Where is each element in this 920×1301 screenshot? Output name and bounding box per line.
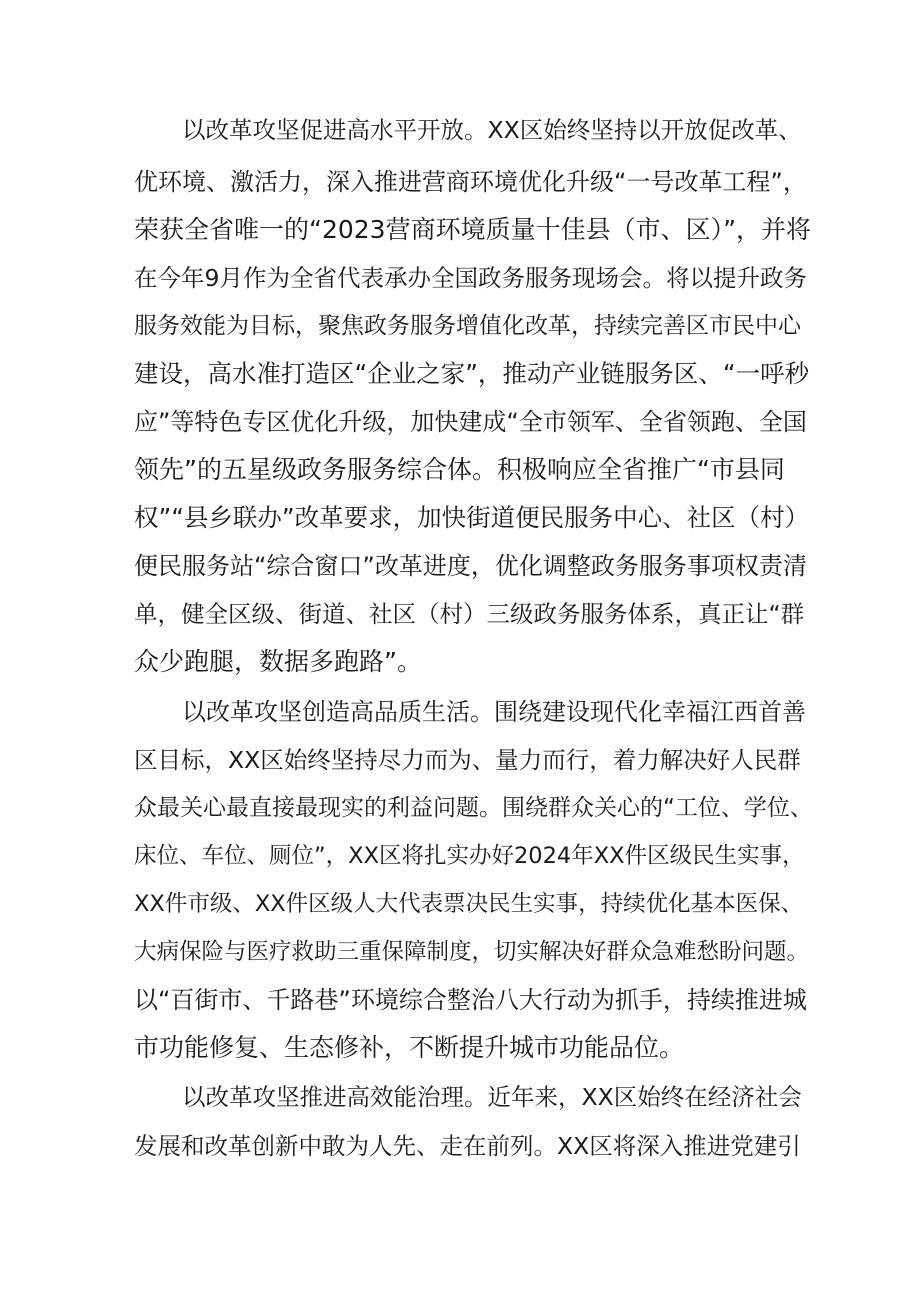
- paragraph-1-line-8: 领先”的五星级政务服务综合体。积极响应全省推广“市县同: [134, 455, 785, 484]
- paragraph-2-line-6: 大病保险与医疗救助三重保障制度，切实解决好群众急难愁盼问题。: [134, 939, 810, 965]
- paragraph-2-line-8: 市功能修复、生态修补，不断提升城市功能品位。: [134, 1033, 685, 1062]
- paragraph-1-line-5: 服务效能为目标，聚焦政务服务增值化改革，持续完善区市民中心: [134, 313, 801, 339]
- paragraph-1-line-3: 荣获全省唯一的“2023营商环境质量十佳县（市、区）”，并将: [134, 215, 812, 244]
- paragraph-2-line-7: 以“百街市、千路巷”环境综合整治八大行动为抓手，持续推进城: [134, 986, 807, 1014]
- paragraph-2-line-2: 区目标，XX区始终坚持尽力而为、量力而行，着力解决好人民群: [134, 746, 801, 774]
- paragraph-1-line-9: 权”“县乡联办”改革要求，加快街道便民服务中心、社区（村）: [134, 503, 810, 532]
- paragraph-1-line-7: 应”等特色专区优化升级，加快建成“全市领军、全省领跑、全国: [134, 408, 807, 436]
- paragraph-1-line-10: 便民服务站“综合窗口”改革进度，优化调整政务服务事项权责清: [134, 552, 807, 580]
- paragraph-1-line-11: 单，健全区级、街道、社区（村）三级政务服务体系，真正让“群: [134, 600, 805, 628]
- paragraph-2-line-5: XX件市级、XX件区级人大代表票决民生实事，持续优化基本医保、: [134, 891, 804, 917]
- paragraph-1-line-4: 在今年9月作为全省代表承办全国政务服务现场会。将以提升政务: [134, 264, 807, 292]
- paragraph-3-line-1: 以改革攻坚推进高效能治理。近年来，XX区始终在经济社会: [182, 1083, 802, 1111]
- paragraph-3-line-2: 发展和改革创新中敢为人先、走在前列。XX区将深入推进党建引: [134, 1132, 801, 1160]
- paragraph-2-line-1: 以改革攻坚创造高品质生活。围绕建设现代化幸福江西首善: [182, 698, 806, 726]
- paragraph-2-line-3: 众最关心最直接最现实的利益问题。围绕群众关心的“工位、学位、: [134, 795, 813, 821]
- paragraph-1-line-6: 建设，高水准打造区“企业之家”，推动产业链服务区、“一呼秒: [134, 359, 810, 388]
- paragraph-1-line-1: 以改革攻坚促进高水平开放。XX区始终坚持以开放促改革、: [182, 116, 802, 144]
- paragraph-2-line-4: 床位、车位、厕位”，XX区将扎实办好2024年XX件区级民生实事，: [134, 843, 805, 869]
- paragraph-1-line-2: 优环境、激活力，深入推进营商环境优化升级“一号改革工程”，: [134, 168, 807, 196]
- paragraph-1-line-12: 众少跑腿，数据多跑路”。: [134, 647, 422, 676]
